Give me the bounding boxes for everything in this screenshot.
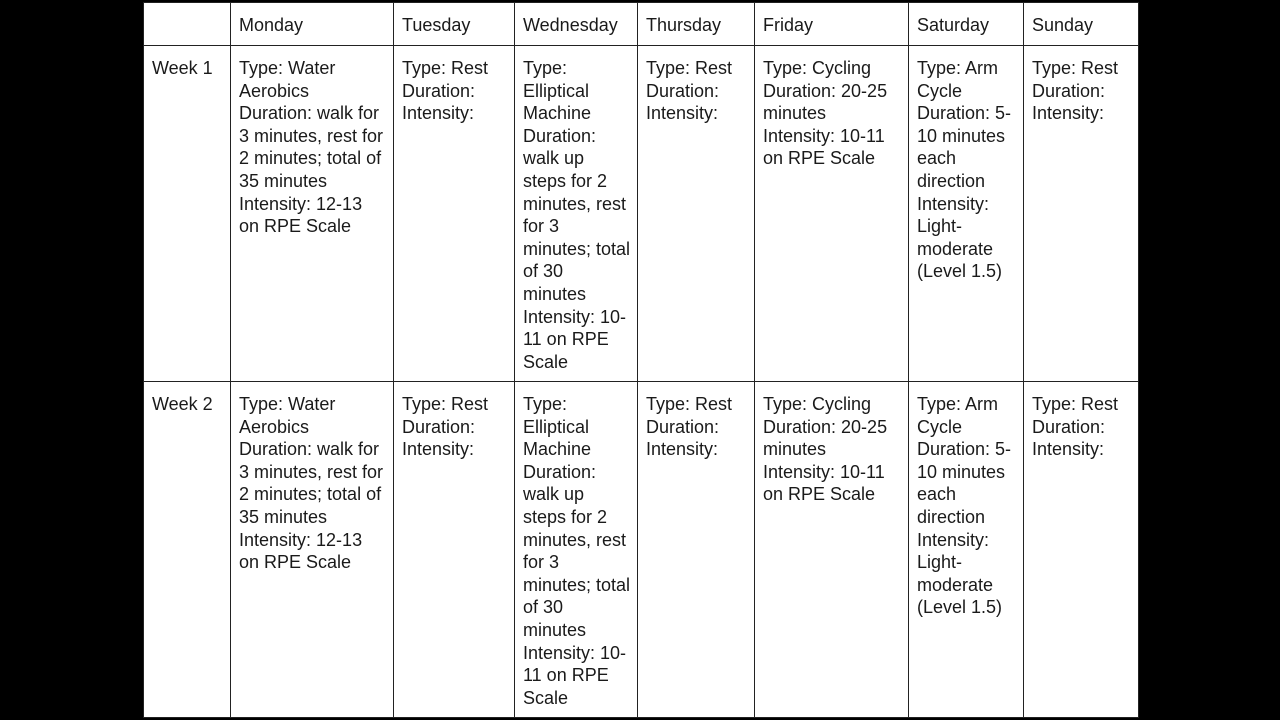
workout-duration: Duration: walk for 3 minutes, rest for 2 minutes; total of 35 minutes [239,103,384,191]
workout-type: Type: Cycling [763,394,872,414]
workout-type: Type: Water Aerobics [239,58,336,101]
workout-type: Type: Rest [646,58,733,78]
workout-intensity: Intensity: [1032,439,1105,460]
workout-duration: Duration: [402,80,476,101]
workout-cell-wednesday [515,46,638,382]
corner-cell [144,3,231,46]
workout-duration: Duration: [646,80,720,101]
workout-type: Type: Water Aerobics [239,394,336,437]
workout-cell-tuesday [394,382,515,718]
workout-intensity: Intensity: 10-11 on RPE Scale [523,642,627,708]
workout-intensity: Intensity: [402,103,475,124]
workout-type: Type: Arm Cycle [917,394,999,437]
workout-intensity: Intensity: 10-11 on RPE Scale [763,461,885,505]
workout-cell-tuesday [394,46,515,382]
day-header-wednesday: Wednesday [515,3,638,46]
workout-duration: Duration: 20-25 minutes [763,416,888,460]
workout-cell-saturday [909,382,1024,718]
day-header-tuesday: Tuesday [394,3,515,46]
workout-cell-thursday [638,382,755,718]
workout-duration: Duration: 20-25 minutes [763,80,888,124]
document-page [143,2,1138,718]
day-header-friday: Friday [755,3,909,46]
workout-duration: Duration: walk up steps for 2 minutes, rest for 3 minutes; total of 30 minutes [523,461,631,640]
workout-intensity: Intensity: 12-13 on RPE Scale [239,529,363,573]
workout-cell-wednesday [515,382,638,718]
workout-type: Type: Rest [646,394,733,414]
workout-duration: Duration: [646,416,720,437]
workout-schedule-table [143,2,1139,718]
workout-duration: Duration: 5-10 minutes each direction [917,439,1012,527]
week-row-1 [144,46,1139,382]
week-row-2 [144,382,1139,718]
workout-duration: Duration: 5-10 minutes each direction [917,103,1012,191]
workout-duration: Duration: [1032,80,1106,101]
workout-cell-sunday [1024,46,1139,382]
workout-type: Type: Cycling [763,58,872,78]
workout-intensity: Intensity: 12-13 on RPE Scale [239,193,363,237]
workout-intensity: Intensity: [402,439,475,460]
workout-intensity: Intensity: [646,439,719,460]
workout-type: Type: Elliptical Machine [523,394,592,460]
day-header-sunday: Sunday [1024,3,1139,46]
workout-type: Type: Elliptical Machine [523,58,592,124]
day-header-saturday: Saturday [909,3,1024,46]
workout-duration: Duration: [1032,416,1106,437]
day-header-monday: Monday [231,3,394,46]
workout-cell-saturday [909,46,1024,382]
week-label: Week 1 [144,46,231,382]
workout-duration: Duration: walk up steps for 2 minutes, rest for 3 minutes; total of 30 minutes [523,125,631,304]
workout-duration: Duration: [402,416,476,437]
workout-intensity: Intensity: [646,103,719,124]
workout-cell-friday [755,382,909,718]
workout-intensity: Intensity: Light-moderate (Level 1.5) [917,193,1003,282]
header-row [144,3,1139,46]
workout-intensity: Intensity: 10-11 on RPE Scale [763,125,885,169]
workout-type: Type: Rest [402,58,489,78]
workout-intensity: Intensity: Light-moderate (Level 1.5) [917,529,1003,618]
week-label: Week 2 [144,382,231,718]
workout-type: Type: Arm Cycle [917,58,999,101]
workout-type: Type: Rest [402,394,489,414]
workout-duration: Duration: walk for 3 minutes, rest for 2 minutes; total of 35 minutes [239,439,384,527]
workout-cell-monday [231,382,394,718]
workout-type: Type: Rest [1032,58,1119,78]
workout-cell-thursday [638,46,755,382]
workout-intensity: Intensity: 10-11 on RPE Scale [523,306,627,372]
workout-type: Type: Rest [1032,394,1119,414]
workout-cell-monday [231,46,394,382]
day-header-thursday: Thursday [638,3,755,46]
workout-cell-friday [755,46,909,382]
workout-cell-sunday [1024,382,1139,718]
workout-intensity: Intensity: [1032,103,1105,124]
